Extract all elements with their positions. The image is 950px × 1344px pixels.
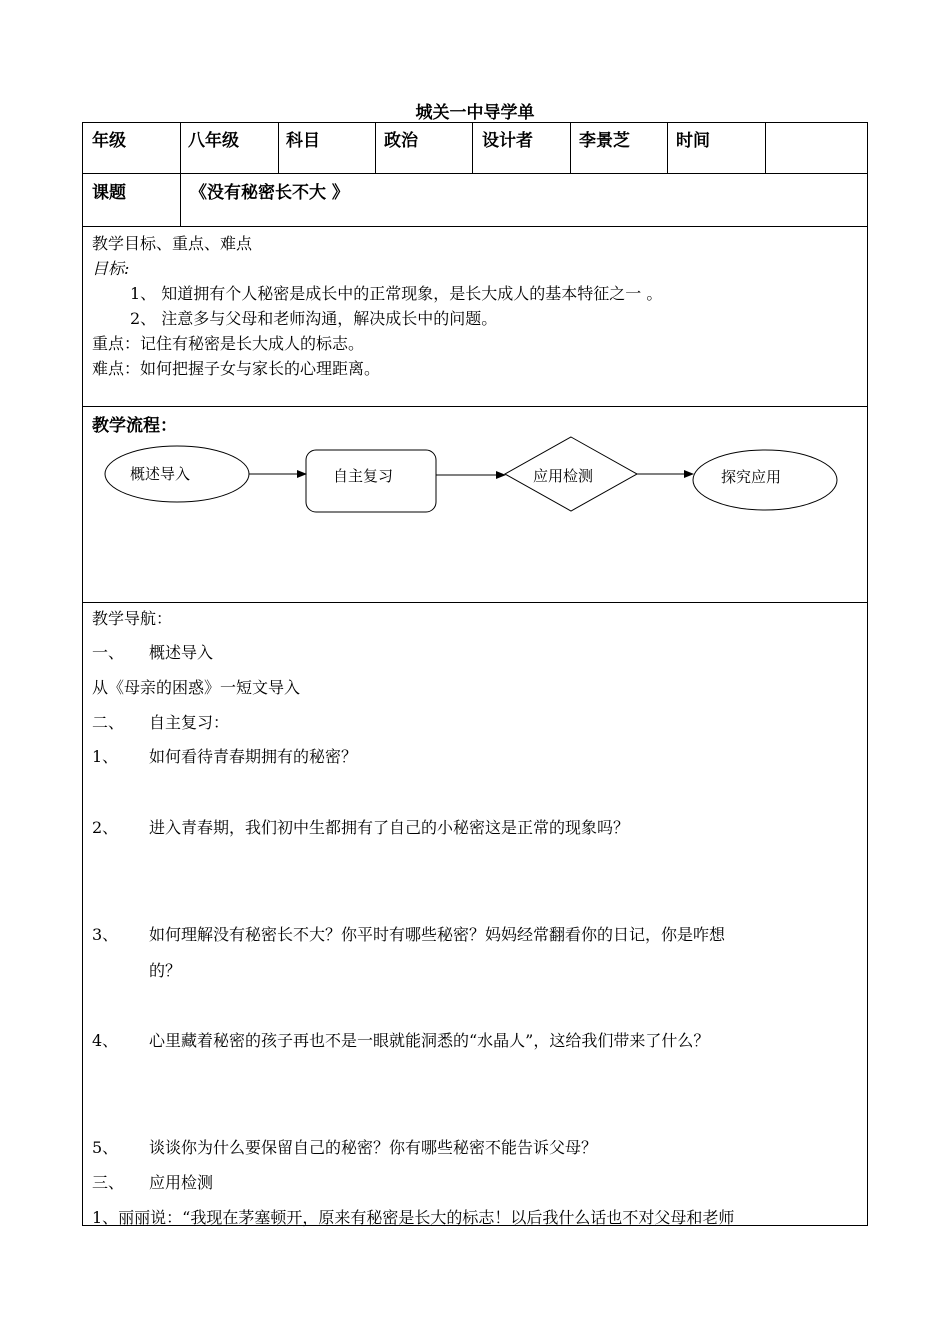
application-question: 1、丽丽说：“我现在茅塞顿开，原来有秘密是长大的标志！以后我什么话也不对父母和老师: [92, 1208, 735, 1227]
navigation-heading: 教学导航：: [92, 609, 173, 628]
question-number: 1、: [92, 747, 119, 766]
topic-label: 课题: [92, 183, 126, 203]
intro-text: 从《母亲的困惑》一短文导入: [92, 678, 301, 697]
question-text: 如何看待青春期拥有的秘密？: [149, 747, 358, 766]
section-number: 二、: [92, 713, 125, 732]
time-label: 时间: [676, 131, 710, 151]
flow-heading: 教学流程：: [92, 416, 177, 436]
section-title: 自主复习：: [149, 713, 230, 732]
designer-label: 设计者: [482, 131, 533, 151]
question-number: 4、: [92, 1031, 119, 1050]
question-text: 心里藏着秘密的孩子再也不是一眼就能洞悉的“水晶人”，这给我们带来了什么？: [149, 1031, 710, 1050]
question-text: 进入青春期，我们初中生都拥有了自己的小秘密这是正常的现象吗？: [149, 818, 630, 837]
question-text: 谈谈你为什么要保留自己的秘密？你有哪些秘密不能告诉父母？: [149, 1138, 598, 1157]
subject-label: 科目: [286, 131, 320, 151]
goal-item: 2、 注意多与父母和老师沟通，解决成长中的问题。: [130, 309, 498, 328]
flow-step-label: 概述导入: [130, 465, 191, 483]
question-number: 5、: [92, 1138, 119, 1157]
goal-item: 1、 知道拥有个人秘密是成长中的正常现象，是长大成人的基本特征之一 。: [130, 284, 663, 303]
difficulty: 难点：如何把握子女与家长的心理距离。: [92, 359, 381, 378]
grade-value: 八年级: [188, 131, 239, 151]
subject-value: 政治: [384, 131, 418, 151]
question-text: 如何理解没有秘密长不大？你平时有哪些秘密？妈妈经常翻看你的日记，你是咋想: [149, 925, 726, 944]
goals-heading: 教学目标、重点、难点: [92, 234, 253, 253]
grade-label: 年级: [92, 131, 126, 151]
section-title: 概述导入: [149, 643, 214, 662]
flow-step-label: 自主复习: [333, 467, 394, 485]
section-title: 应用检测: [149, 1173, 214, 1192]
flow-step-label: 探究应用: [721, 468, 782, 486]
section-number: 一、: [92, 643, 125, 662]
flow-step-label: 应用检测: [533, 467, 594, 485]
document-title: 城关一中导学单: [415, 103, 535, 123]
topic-value: 《没有秘密长不大 》: [190, 183, 349, 203]
question-text-continued: 的？: [149, 961, 182, 980]
key-point: 重点：记住有秘密是长大成人的标志。: [92, 334, 365, 353]
section-number: 三、: [92, 1173, 125, 1192]
designer-value: 李景芝: [579, 131, 630, 151]
question-number: 2、: [92, 818, 119, 837]
question-number: 3、: [92, 925, 119, 944]
goals-subheading: 目标:: [92, 259, 130, 278]
